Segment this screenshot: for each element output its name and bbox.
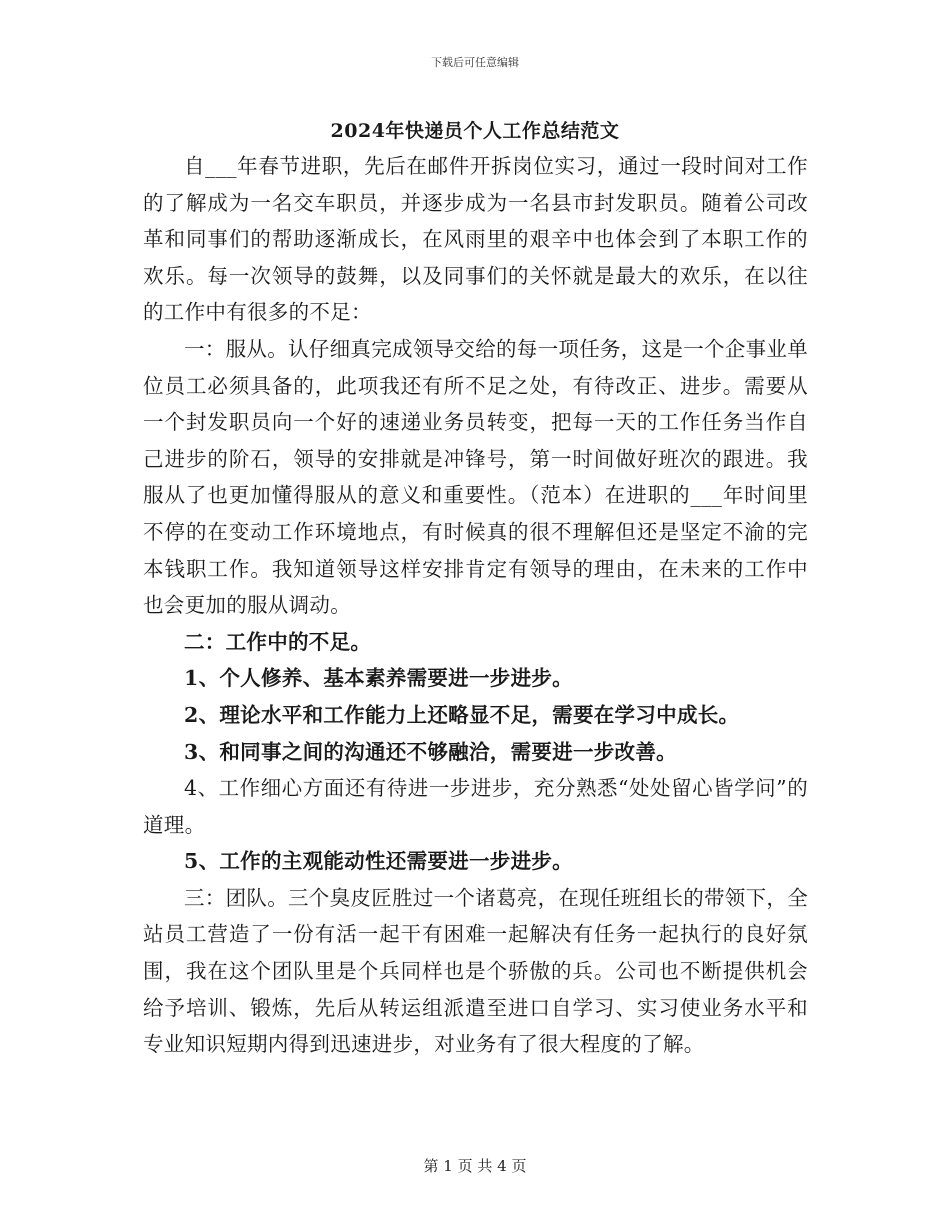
paragraph-item-5: 5、工作的主观能动性还需要进一步进步。 (184, 849, 573, 874)
document-title: 2024年快递员个人工作总结范文 (330, 120, 620, 142)
paragraph-item-2: 2、理论水平和工作能力上还略显不足，需要在学习中成长。 (184, 702, 740, 727)
paragraph-item-1: 1、个人修养、基本素养需要进一步进步。 (184, 666, 573, 691)
header-note: 下载后可任意编辑 (431, 56, 519, 69)
paragraph-item-4: 4、工作细心方面还有待进一步进步，充分熟悉“处处留心皆学问”的道理。 (143, 776, 808, 837)
document-body (143, 148, 808, 1063)
paragraph-shortcomings-heading: 二：工作中的不足。 (184, 629, 372, 654)
paragraph-team: 三：团队。三个臭皮匠胜过一个诸葛亮，在现任班组长的带领下，全站员工营造了一份有活一起干有困难一起解决有任务一起执行的良好氛围，我在这个团队里是个兵同样也是个骄傲的兵。公司也不断提供机会给予培训、锻炼，先后从转运组派遣至进口自学习、实习使业务水平和专业知识短期内得到迅速进步，对业务有了很大程度的了解。 (143, 885, 808, 1057)
paragraph-item-3: 3、和同事之间的沟通还不够融洽，需要进一步改善。 (184, 739, 677, 764)
paragraph-obedience: 一：服从。认仔细真完成领导交给的每一项任务，这是一个企事业单位员工必须具备的，此项我还有所不足之处，有待改正、进步。需要从一个封发职员向一个好的速递业务员转变，把每一天的工作任务当作自己进步的阶石，领导的安排就是冲锋号，第一时间做好班次的跟进。我服从了也更加懂得服从的意义和重要性。（范本）在进职的___年时间里不停的在变动工作环境地点，有时候真的很不理解但还是坚定不渝的完本钱职工作。我知道领导这样安排肯定有领导的理由，在未来的工作中也会更加的服从调动。 (143, 336, 808, 618)
page-footer: 第 1 页 共 4 页 (423, 1157, 527, 1175)
paragraph-intro: 自___年春节进职，先后在邮件开拆岗位实习，通过一段时间对工作的了解成为一名交车职员，并逐步成为一名县市封发职员。随着公司改革和同事们的帮助逐渐成长，在风雨里的艰辛中也体会到了本职工作的欢乐。每一次领导的鼓舞，以及同事们的关怀就是最大的欢乐，在以往的工作中有很多的不足： (143, 154, 808, 325)
